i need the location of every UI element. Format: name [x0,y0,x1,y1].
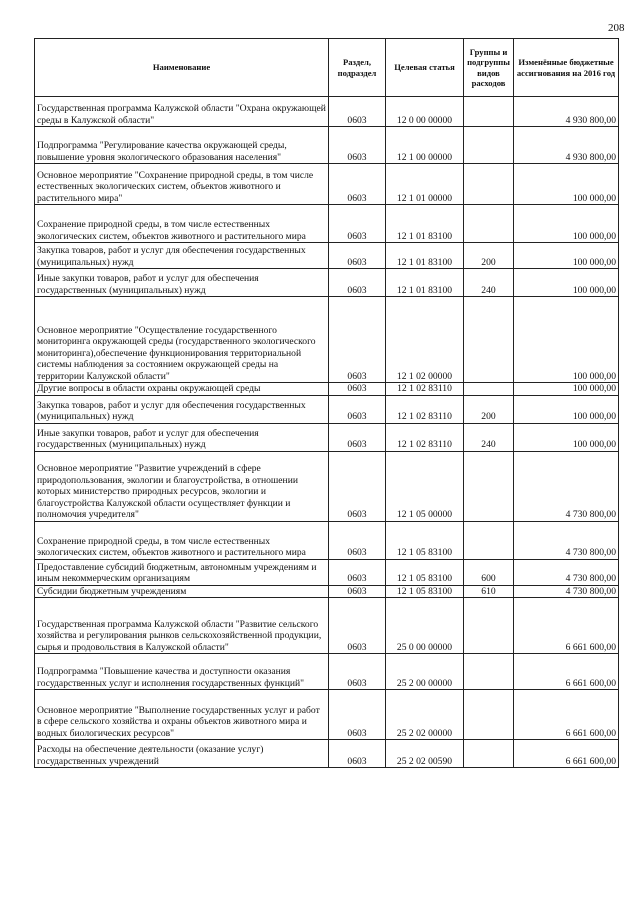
row-group: 600 [464,559,514,585]
row-target: 12 1 01 83100 [386,205,464,243]
row-target: 12 0 00 00000 [386,97,464,127]
row-section: 0603 [329,690,386,740]
row-target: 25 2 02 00000 [386,690,464,740]
table-body [35,97,619,768]
row-group [464,740,514,768]
row-group: 200 [464,243,514,269]
row-target: 12 1 05 00000 [386,451,464,521]
row-amount: 4 930 800,00 [514,127,619,164]
page-number: 208 [608,22,625,34]
table-row [35,269,619,297]
row-group [464,521,514,559]
table-row [35,205,619,243]
header-amount: Изменённые бюджетные ассигнования на 2016 год [514,39,619,97]
row-amount: 6 661 600,00 [514,654,619,690]
row-name: Основное мероприятие "Выполнение государственных услуг и работ в сфере сельского хозяйства и охраны объектов животного мира и водных биологических ресурсов" [35,690,329,740]
row-target: 12 1 02 83110 [386,423,464,451]
row-target: 12 1 02 83110 [386,395,464,423]
row-group [464,654,514,690]
table-row [35,383,619,396]
header-name: Наименование [35,39,329,97]
row-name: Государственная программа Калужской области "Развитие сельского хозяйства и регулирования рынков сельскохозяйственной продукции, сырья и продовольствия в Калужской области" [35,598,329,654]
header-target: Целевая статья [386,39,464,97]
row-name: Подпрограмма "Повышение качества и доступности оказания государственных услуг и исполнения государственных функций" [35,654,329,690]
row-name: Основное мероприятие "Сохранение природной среды, в том числе естественных экологических систем, объектов животного и растительного мира" [35,164,329,205]
row-target: 25 2 00 00000 [386,654,464,690]
row-amount: 4 730 800,00 [514,451,619,521]
row-section: 0603 [329,559,386,585]
row-section: 0603 [329,598,386,654]
row-group [464,690,514,740]
table-row [35,395,619,423]
row-target: 12 1 05 83100 [386,559,464,585]
row-target: 12 1 05 83100 [386,585,464,598]
row-target: 12 1 01 83100 [386,269,464,297]
row-name: Подпрограмма "Регулирование качества окружающей среды, повышение уровня экологического образования населения" [35,127,329,164]
row-amount: 100 000,00 [514,383,619,396]
row-amount: 4 730 800,00 [514,559,619,585]
row-group: 200 [464,395,514,423]
row-section: 0603 [329,205,386,243]
row-section: 0603 [329,164,386,205]
row-section: 0603 [329,297,386,383]
table-row [35,521,619,559]
row-amount: 100 000,00 [514,395,619,423]
row-section: 0603 [329,395,386,423]
row-amount: 6 661 600,00 [514,690,619,740]
row-target: 12 1 01 00000 [386,164,464,205]
row-amount: 100 000,00 [514,243,619,269]
table-row [35,243,619,269]
table-row [35,164,619,205]
row-name: Предоставление субсидий бюджетным, автономным учреждениям и иным некоммерческим организациям [35,559,329,585]
table-row [35,559,619,585]
row-section: 0603 [329,521,386,559]
row-amount: 6 661 600,00 [514,598,619,654]
row-group [464,598,514,654]
row-name: Иные закупки товаров, работ и услуг для обеспечения государственных (муниципальных) нужд [35,423,329,451]
table-row [35,423,619,451]
row-amount: 100 000,00 [514,297,619,383]
row-group [464,297,514,383]
row-section: 0603 [329,585,386,598]
row-group [464,205,514,243]
table-row [35,690,619,740]
row-group [464,97,514,127]
header-group: Группы и подгруппы видов расходов [464,39,514,97]
row-group [464,383,514,396]
row-name: Государственная программа Калужской области "Охрана окружающей среды в Калужской области" [35,97,329,127]
row-name: Сохранение природной среды, в том числе естественных экологических систем, объектов животного и растительного мира [35,521,329,559]
table-row [35,97,619,127]
row-section: 0603 [329,269,386,297]
row-name: Основное мероприятие "Развитие учреждений в сфере природопользования, экологии и благоустройства, в отношении которых министерство природных ресурсов, экологии и благоустройства Калужской области осуществляет функции и полномочия учредителя" [35,451,329,521]
table-header-row [35,39,619,97]
row-name: Субсидии бюджетным учреждениям [35,585,329,598]
row-name: Основное мероприятие "Осуществление государственного мониторинга окружающей среды (государственного экологического мониторинга),обеспечение функционирования территориальной системы наблюдения за состоянием окружающей среды на территории Калужской области" [35,297,329,383]
row-amount: 100 000,00 [514,423,619,451]
row-amount: 100 000,00 [514,164,619,205]
header-section: Раздел, подраздел [329,39,386,97]
row-target: 25 0 00 00000 [386,598,464,654]
table-row [35,585,619,598]
row-section: 0603 [329,451,386,521]
row-section: 0603 [329,127,386,164]
row-group [464,127,514,164]
row-group: 240 [464,423,514,451]
row-section: 0603 [329,740,386,768]
row-amount: 4 930 800,00 [514,97,619,127]
row-section: 0603 [329,423,386,451]
row-amount: 100 000,00 [514,269,619,297]
row-group: 610 [464,585,514,598]
table-row [35,740,619,768]
table-row [35,297,619,383]
row-target: 12 1 00 00000 [386,127,464,164]
row-name: Расходы на обеспечение деятельности (оказание услуг) государственных учреждений [35,740,329,768]
row-amount: 4 730 800,00 [514,521,619,559]
row-group [464,451,514,521]
row-group [464,164,514,205]
row-target: 12 1 02 83110 [386,383,464,396]
row-section: 0603 [329,97,386,127]
row-target: 25 2 02 00590 [386,740,464,768]
row-name: Закупка товаров, работ и услуг для обеспечения государственных (муниципальных) нужд [35,243,329,269]
table-row [35,127,619,164]
row-amount: 6 661 600,00 [514,740,619,768]
row-name: Иные закупки товаров, работ и услуг для обеспечения государственных (муниципальных) нужд [35,269,329,297]
row-group: 240 [464,269,514,297]
row-section: 0603 [329,654,386,690]
row-section: 0603 [329,383,386,396]
row-amount: 100 000,00 [514,205,619,243]
table-row [35,598,619,654]
table-row [35,654,619,690]
row-target: 12 1 02 00000 [386,297,464,383]
row-amount: 4 730 800,00 [514,585,619,598]
table-row [35,451,619,521]
row-target: 12 1 01 83100 [386,243,464,269]
row-target: 12 1 05 83100 [386,521,464,559]
row-name: Сохранение природной среды, в том числе естественных экологических систем, объектов животного и растительного мира [35,205,329,243]
row-name: Другие вопросы в области охраны окружающей среды [35,383,329,396]
row-section: 0603 [329,243,386,269]
budget-table [34,38,619,768]
row-name: Закупка товаров, работ и услуг для обеспечения государственных (муниципальных) нужд [35,395,329,423]
